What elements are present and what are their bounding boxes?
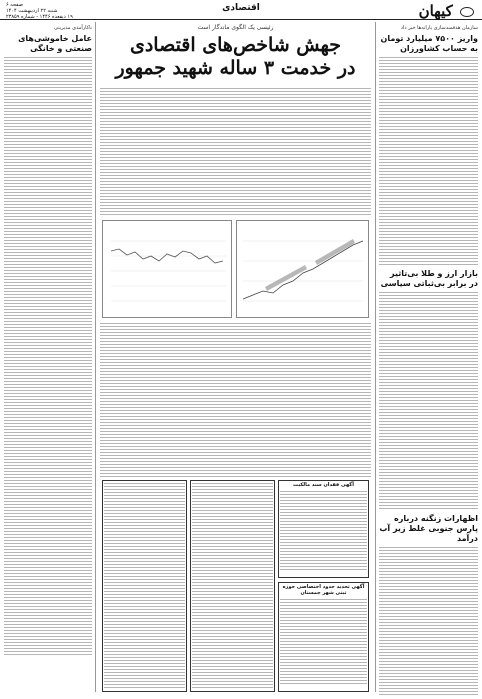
left-kicker-1: ناکارآمدی مدیریتی — [54, 25, 92, 31]
ad-3-text — [192, 482, 273, 688]
chart-right-plot — [235, 221, 368, 319]
chart-right — [236, 220, 369, 318]
main-headline-line-2: در خدمت ۳ ساله شهید جمهور — [115, 57, 356, 79]
main-headline-line-1: جهش شاخص‌های اقتصادی — [129, 34, 342, 56]
chart-right-arrow-1 — [265, 265, 307, 291]
right-kicker-1: سازمان هدفمندسازی یارانه‌ها خبر داد — [400, 25, 478, 31]
right-article-3-text — [379, 546, 478, 696]
ad-box-2 — [278, 582, 369, 692]
logo-emblem-icon — [460, 7, 474, 17]
ad-2-title: آگهی تحدید حدود اختصاصی حوزه ثبتی شهر چمستان — [282, 584, 365, 596]
ad-2-text — [280, 598, 367, 684]
right-headline-2: بازار ارز و طلا بی‌تاثیر در برابر بی‌ثباتی سیاسی — [380, 269, 478, 288]
right-article-2-text — [379, 291, 478, 511]
center-article-top-text — [100, 87, 371, 217]
section-title: اقتصادی — [222, 3, 260, 13]
right-headline-3: اظهارات زنگنه درباره پارس جنوبی غلط زیر آب درآمد — [379, 514, 478, 543]
ad-box-4 — [102, 480, 187, 692]
left-article-text — [4, 56, 92, 656]
ad-1-text — [280, 490, 367, 570]
newspaper-logo — [419, 2, 474, 20]
left-headline-1: عامل خاموشی‌های صنعتی و خانگی — [18, 34, 92, 53]
ad-4-text — [104, 482, 185, 688]
right-article-1-text — [379, 56, 478, 266]
ad-box-3 — [190, 480, 275, 692]
page-label: صفحه ۶ — [6, 2, 23, 8]
chart-left-plot — [101, 221, 231, 319]
right-column — [375, 22, 478, 692]
page-info — [6, 2, 73, 20]
center-article-mid-text — [100, 322, 371, 477]
date-line: شنبه ۲۲ اردیبهشت ۱۴۰۴ — [6, 8, 58, 14]
main-headline — [100, 34, 371, 80]
chart-left — [102, 220, 232, 318]
left-column — [4, 22, 96, 692]
issue-line: ۱۹ ذیقعده ۱۴۴۶ - شماره ۲۳۸۵۹ — [6, 14, 73, 20]
right-headline-1: واریز ۷۵۰۰ میلیارد تومان به حساب کشاورزان — [380, 34, 478, 53]
ad-box-1 — [278, 480, 369, 578]
super-title: رئیسی یک الگوی ماندگار است — [197, 24, 274, 31]
center-area — [100, 22, 371, 692]
logo-text: کیهان — [418, 2, 453, 20]
ad-1-title: آگهی فقدان سند مالکیت — [293, 482, 354, 488]
masthead — [0, 0, 482, 20]
